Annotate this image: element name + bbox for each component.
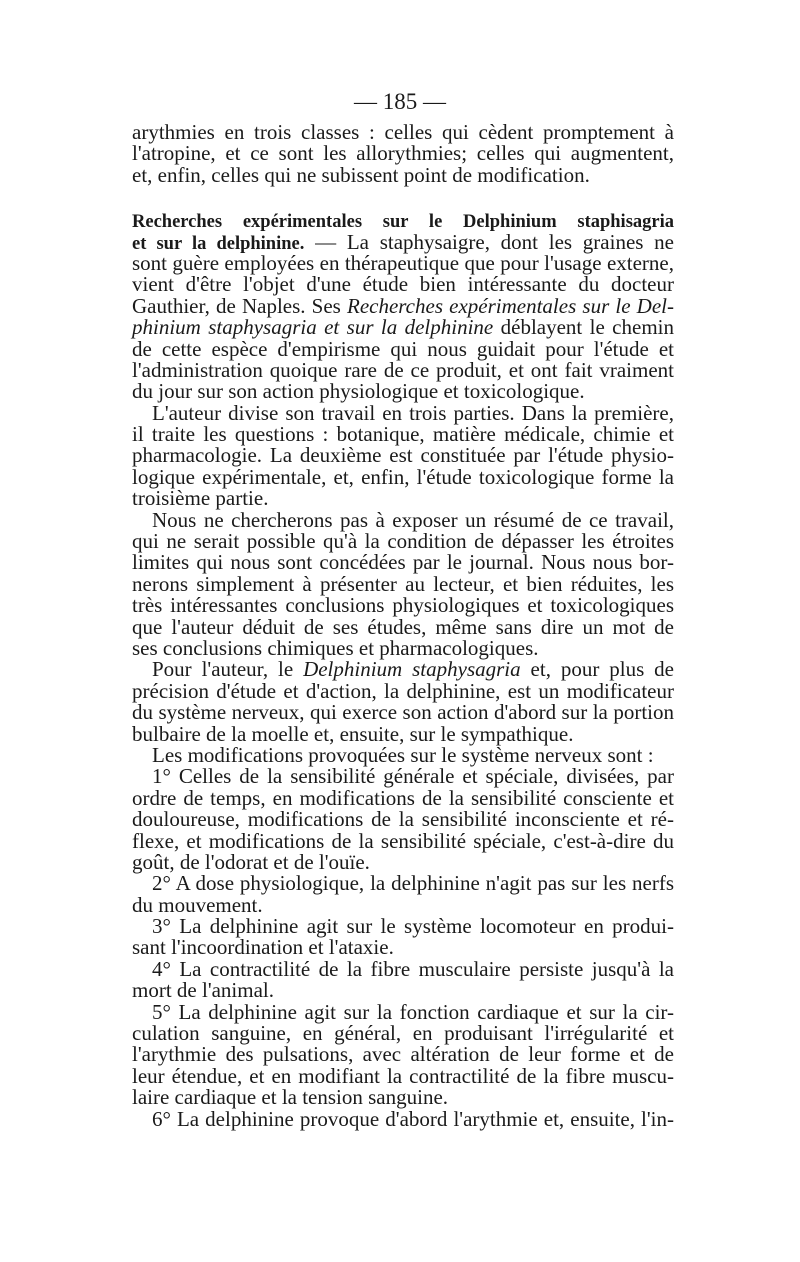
text-line: mort de l'animal.: [132, 978, 274, 1003]
text-line: limites qui nous sont concédées par le journal. Nous nous bor-: [132, 550, 674, 575]
text-line: du système nerveux, qui exerce son action d'abord sur la portion: [132, 700, 674, 725]
page-number: — 185 —: [354, 89, 446, 114]
section-heading-cont: et sur la delphinine.: [132, 233, 305, 254]
text-line: [132, 229, 674, 254]
section-heading-line: [132, 210, 674, 231]
text-line: logique expérimentale, et, enfin, l'étude toxicologique forme la: [132, 464, 674, 489]
text-line: il traite les questions : botanique, matière médicale, chimie et: [132, 422, 674, 447]
text-line: Les modifications provoquées sur le système nerveux sont :: [152, 742, 654, 767]
text-line: de cette espèce d'empirisme qui nous guidait pour l'étude et: [132, 336, 674, 361]
text-line: et, enfin, celles qui ne subissent point de modification.: [132, 162, 590, 187]
text-line: [132, 317, 674, 338]
text-line: douloureuse, modifications de la sensibilité inconsciente et ré-: [132, 807, 674, 832]
text-line: 4° La contractilité de la fibre musculaire persiste jusqu'à la: [152, 956, 674, 981]
text-line: laire cardiaque et la tension sanguine.: [132, 1085, 449, 1110]
text-line: [132, 293, 674, 318]
italic-title: Delphinium staphysagria: [303, 657, 521, 682]
text-run: Pour l'auteur, le: [152, 657, 304, 682]
text-line: du jour sur son action physiologique et toxicologique.: [132, 379, 585, 404]
text-line: L'auteur divise son travail en trois parties. Dans la première,: [152, 400, 674, 425]
text-line: précision d'étude et d'action, la delphinine, est un modificateur: [132, 678, 674, 703]
text-line: troisième partie.: [132, 486, 269, 511]
text-run: déblayent le chemin: [493, 315, 674, 340]
text-line: l'arythmie des pulsations, avec altération de leur forme et de: [132, 1042, 674, 1067]
text-line: l'administration quoique rare de ce produit, et ont fait vraiment: [132, 357, 674, 382]
text-line: 5° La delphinine agit sur la fonction cardiaque et sur la cir-: [152, 999, 674, 1024]
text-line: 6° La delphinine provoque d'abord l'arythmie et, ensuite, l'in-: [152, 1106, 674, 1131]
italic-title: Recherches expérimentales sur le Del-: [347, 293, 674, 318]
text-line: vient d'être l'objet d'une étude bien intéressante du docteur: [132, 272, 674, 297]
text-line: sant l'incoordination et l'ataxie.: [132, 935, 394, 960]
text-line: flexe, et modifications de la sensibilité spéciale, c'est-à-dire du: [132, 828, 674, 853]
text-line: pharmacologie. La deuxième est constituée par l'étude physio-: [132, 443, 674, 468]
text-line: goût, de l'odorat et de l'ouïe.: [132, 849, 370, 874]
body-text: [132, 122, 674, 1130]
text-line: 1° Celles de la sensibilité générale et spéciale, divisées, par: [152, 764, 674, 789]
text-run: et, pour plus de: [520, 657, 674, 682]
text-line: culation sanguine, en général, en produisant l'irrégularité et: [132, 1021, 674, 1046]
text-line: leur étendue, et en modifiant la contractilité de la fibre muscu-: [132, 1063, 674, 1088]
text-line: ses conclusions chimiques et pharmacologiques.: [132, 635, 539, 660]
text-line: très intéressantes conclusions physiologiques et toxicologiques: [132, 593, 674, 618]
text-line: nerons simplement à présenter au lecteur, et bien réduites, les: [132, 571, 674, 596]
text-run: Gauthier, de Naples. Ses: [132, 293, 347, 318]
italic-title: phinium staphysagria et sur la delphinine: [132, 315, 494, 340]
text-line: qui ne serait possible qu'à la condition de dépasser les étroites: [132, 529, 674, 554]
text-line: bulbaire de la moelle et, ensuite, sur le sympathique.: [132, 721, 574, 746]
text-line: arythmies en trois classes : celles qui cèdent promptement à: [132, 120, 674, 144]
text-run: — La staphysaigre, dont les graines ne: [304, 229, 674, 254]
section-heading: Recherches expérimentales sur le Delphinium staphisagria: [132, 212, 674, 233]
text-line: ordre de temps, en modifications de la sensibilité consciente et: [132, 785, 674, 810]
text-line: 3° La delphinine agit sur le système locomoteur en produi-: [152, 914, 674, 939]
text-line: que l'auteur déduit de ses études, même sans dire un mot de: [132, 614, 674, 639]
text-line: l'atropine, et ce sont les allorythmies; celles qui augmentent,: [132, 141, 674, 166]
text-line: [132, 659, 674, 680]
text-line: sont guère employées en thérapeutique que pour l'usage externe,: [132, 250, 674, 275]
text-line: 2° A dose physiologique, la delphinine n'agit pas sur les nerfs: [152, 871, 674, 896]
text-line: Nous ne chercherons pas à exposer un résumé de ce travail,: [152, 507, 674, 532]
text-line: du mouvement.: [132, 892, 263, 917]
